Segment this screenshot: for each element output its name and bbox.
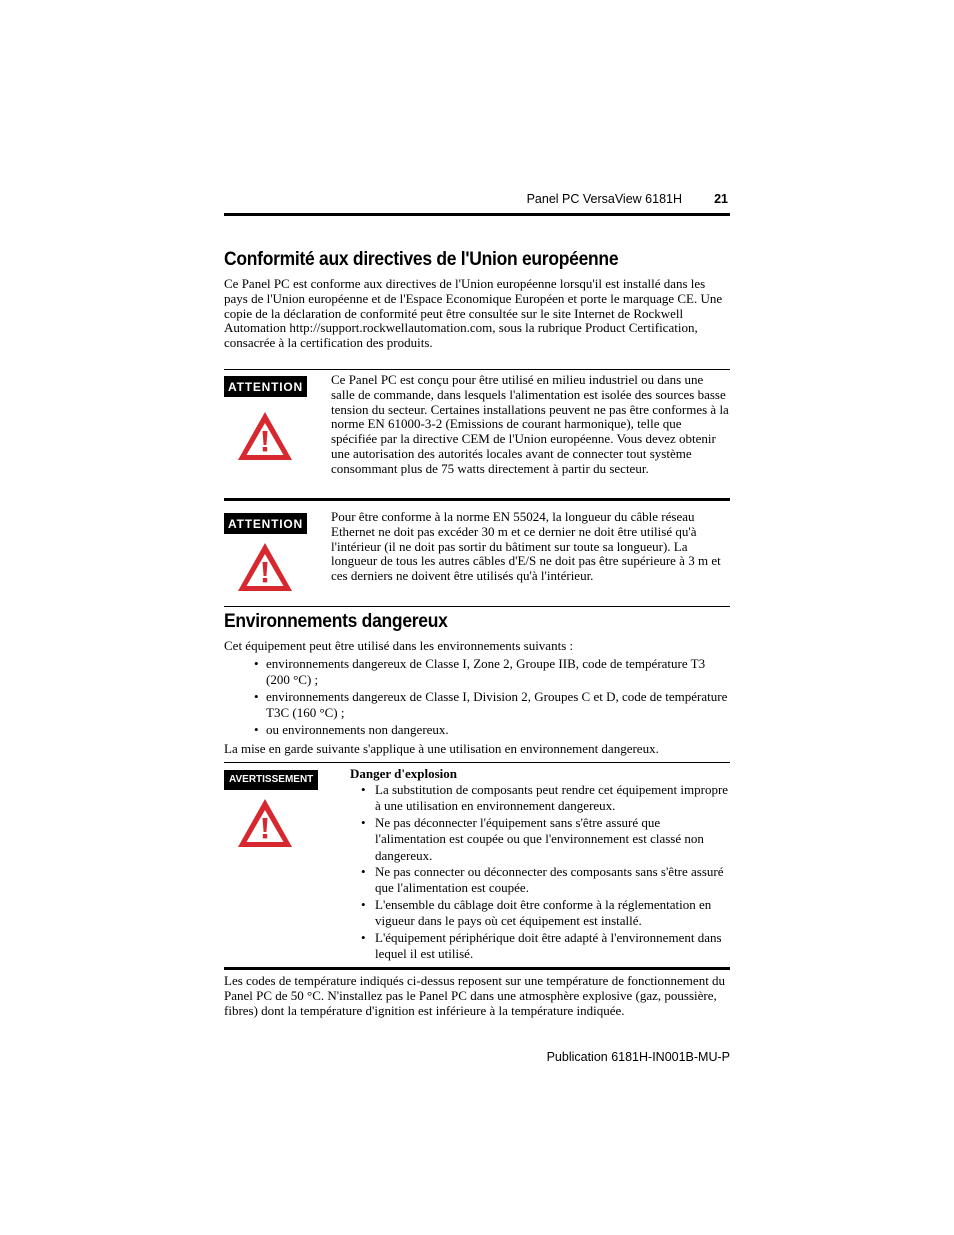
bullet-icon: • xyxy=(254,688,259,704)
warning-heading: Danger d'explosion xyxy=(350,766,458,781)
bullet-icon: • xyxy=(361,782,366,797)
list-item: • ou environnements non dangereux. xyxy=(254,721,449,737)
bullet-icon: • xyxy=(361,864,366,880)
bullet-icon: • xyxy=(361,896,366,912)
warning-badge: AVERTISSEMENT xyxy=(224,770,318,790)
list-item: • environnements dangereux de Classe I, Division 2, Groupes C et D, code de température T3C (160 °C) ; xyxy=(254,688,728,721)
page-number: 21 xyxy=(714,192,728,206)
attention-badge: ATTENTION xyxy=(224,513,307,534)
warning-content xyxy=(350,766,730,962)
attention-badge: ATTENTION xyxy=(224,376,307,397)
bullet-icon: • xyxy=(361,814,366,830)
attention-text: Ce Panel PC est conçu pour être utilisé en milieu industriel ou dans une salle de commande, dans lesquels l'alimentation est isolée des sources basse tension du secteur. Certaines installations peuvent ne pas être conformes à la norme EN 61000-3-2 (Emissions de courant harmonique), telle que spécifiée par la directive CEM de l'Union européenne. Vous devez obtenir une autorisation des autorités locales avant de connecter tout système consommant plus de 75 watts directement à partir du secteur. xyxy=(331,372,729,476)
header-rule xyxy=(224,213,730,216)
warning-triangle-icon xyxy=(236,410,294,462)
bullet-icon: • xyxy=(254,721,259,737)
temperature-codes-paragraph: Les codes de température indiqués ci-dessus reposent sur une température de fonctionnement du Panel PC de 50 °C. N'installez pas le Panel PC dans une atmosphère explosive (gaz, poussière, fibres) dont la température d'ignition est inférieure à la température indiquée. xyxy=(224,973,726,1018)
list-item: • Ne pas déconnecter l'équipement sans s'être assuré que l'alimentation est coupée ou que l'environnement est classé non dangereux. xyxy=(361,814,704,863)
eu-compliance-paragraph: Ce Panel PC est conforme aux directives de l'Union européenne lorsqu'il est installé dans les pays de l'Union européenne et de l'Espace Economique Européen et porte le marquage CE. Une copie de la déclaration de conformité peut être consultée sur le site Internet de Rockwell Automation http://support.rockwellautomation.com, sous la rubrique Product Certification, consacrée à la certification des produits. xyxy=(224,276,723,351)
attention-notice-2 xyxy=(224,505,730,605)
hazardous-environment-list xyxy=(224,656,730,738)
notice-rule xyxy=(224,498,730,501)
attention-notice-1 xyxy=(224,370,730,498)
publication-footer: Publication 6181H-IN001B-MU-P xyxy=(546,1050,730,1064)
bullet-icon: • xyxy=(361,929,366,945)
warning-rule-bottom xyxy=(224,967,730,970)
list-item: • Ne pas connecter ou déconnecter des composants sans s'être assuré que l'alimentation est coupée. xyxy=(361,864,724,896)
section-title-eu-compliance: Conformité aux directives de l'Union européenne xyxy=(224,249,619,270)
notice-rule-bottom xyxy=(224,606,730,607)
attention-text: Pour être conforme à la norme EN 55024, la longueur du câble réseau Ethernet ne doit pas excéder 30 m et ce dernier ne doit être utilisé qu'à l'intérieur (il ne doit pas sortir du bâtiment sur toute sa longueur). La longueur de tous les autres câbles d'E/S ne doit pas être supérieure à 3 m et ces derniers ne doivent être utilisés qu'à l'intérieur. xyxy=(331,509,721,584)
warning-notice xyxy=(224,763,730,968)
list-item: • L'équipement périphérique doit être adapté à l'environnement dans lequel il est utilisé. xyxy=(361,929,722,962)
warning-list xyxy=(350,782,730,962)
hazardous-outro: La mise en garde suivante s'applique à une utilisation en environnement dangereux. xyxy=(224,741,659,756)
running-header xyxy=(224,192,730,210)
header-title: Panel PC VersaView 6181H xyxy=(526,192,682,206)
hazardous-intro: Cet équipement peut être utilisé dans les environnements suivants : xyxy=(224,638,574,653)
list-item: • environnements dangereux de Classe I, Zone 2, Groupe IIB, code de température T3 (200 °C) ; xyxy=(254,656,706,688)
list-item: • La substitution de composants peut rendre cet équipement impropre à une utilisation en environnement dangereux. xyxy=(361,782,729,814)
bullet-icon: • xyxy=(254,656,259,671)
list-item: • L'ensemble du câblage doit être conforme à la réglementation en vigueur dans le pays où cet équipement est installé. xyxy=(361,896,712,929)
warning-triangle-icon xyxy=(236,541,294,593)
section-title-hazardous-environments: Environnements dangereux xyxy=(224,611,448,632)
warning-triangle-icon xyxy=(236,797,294,849)
